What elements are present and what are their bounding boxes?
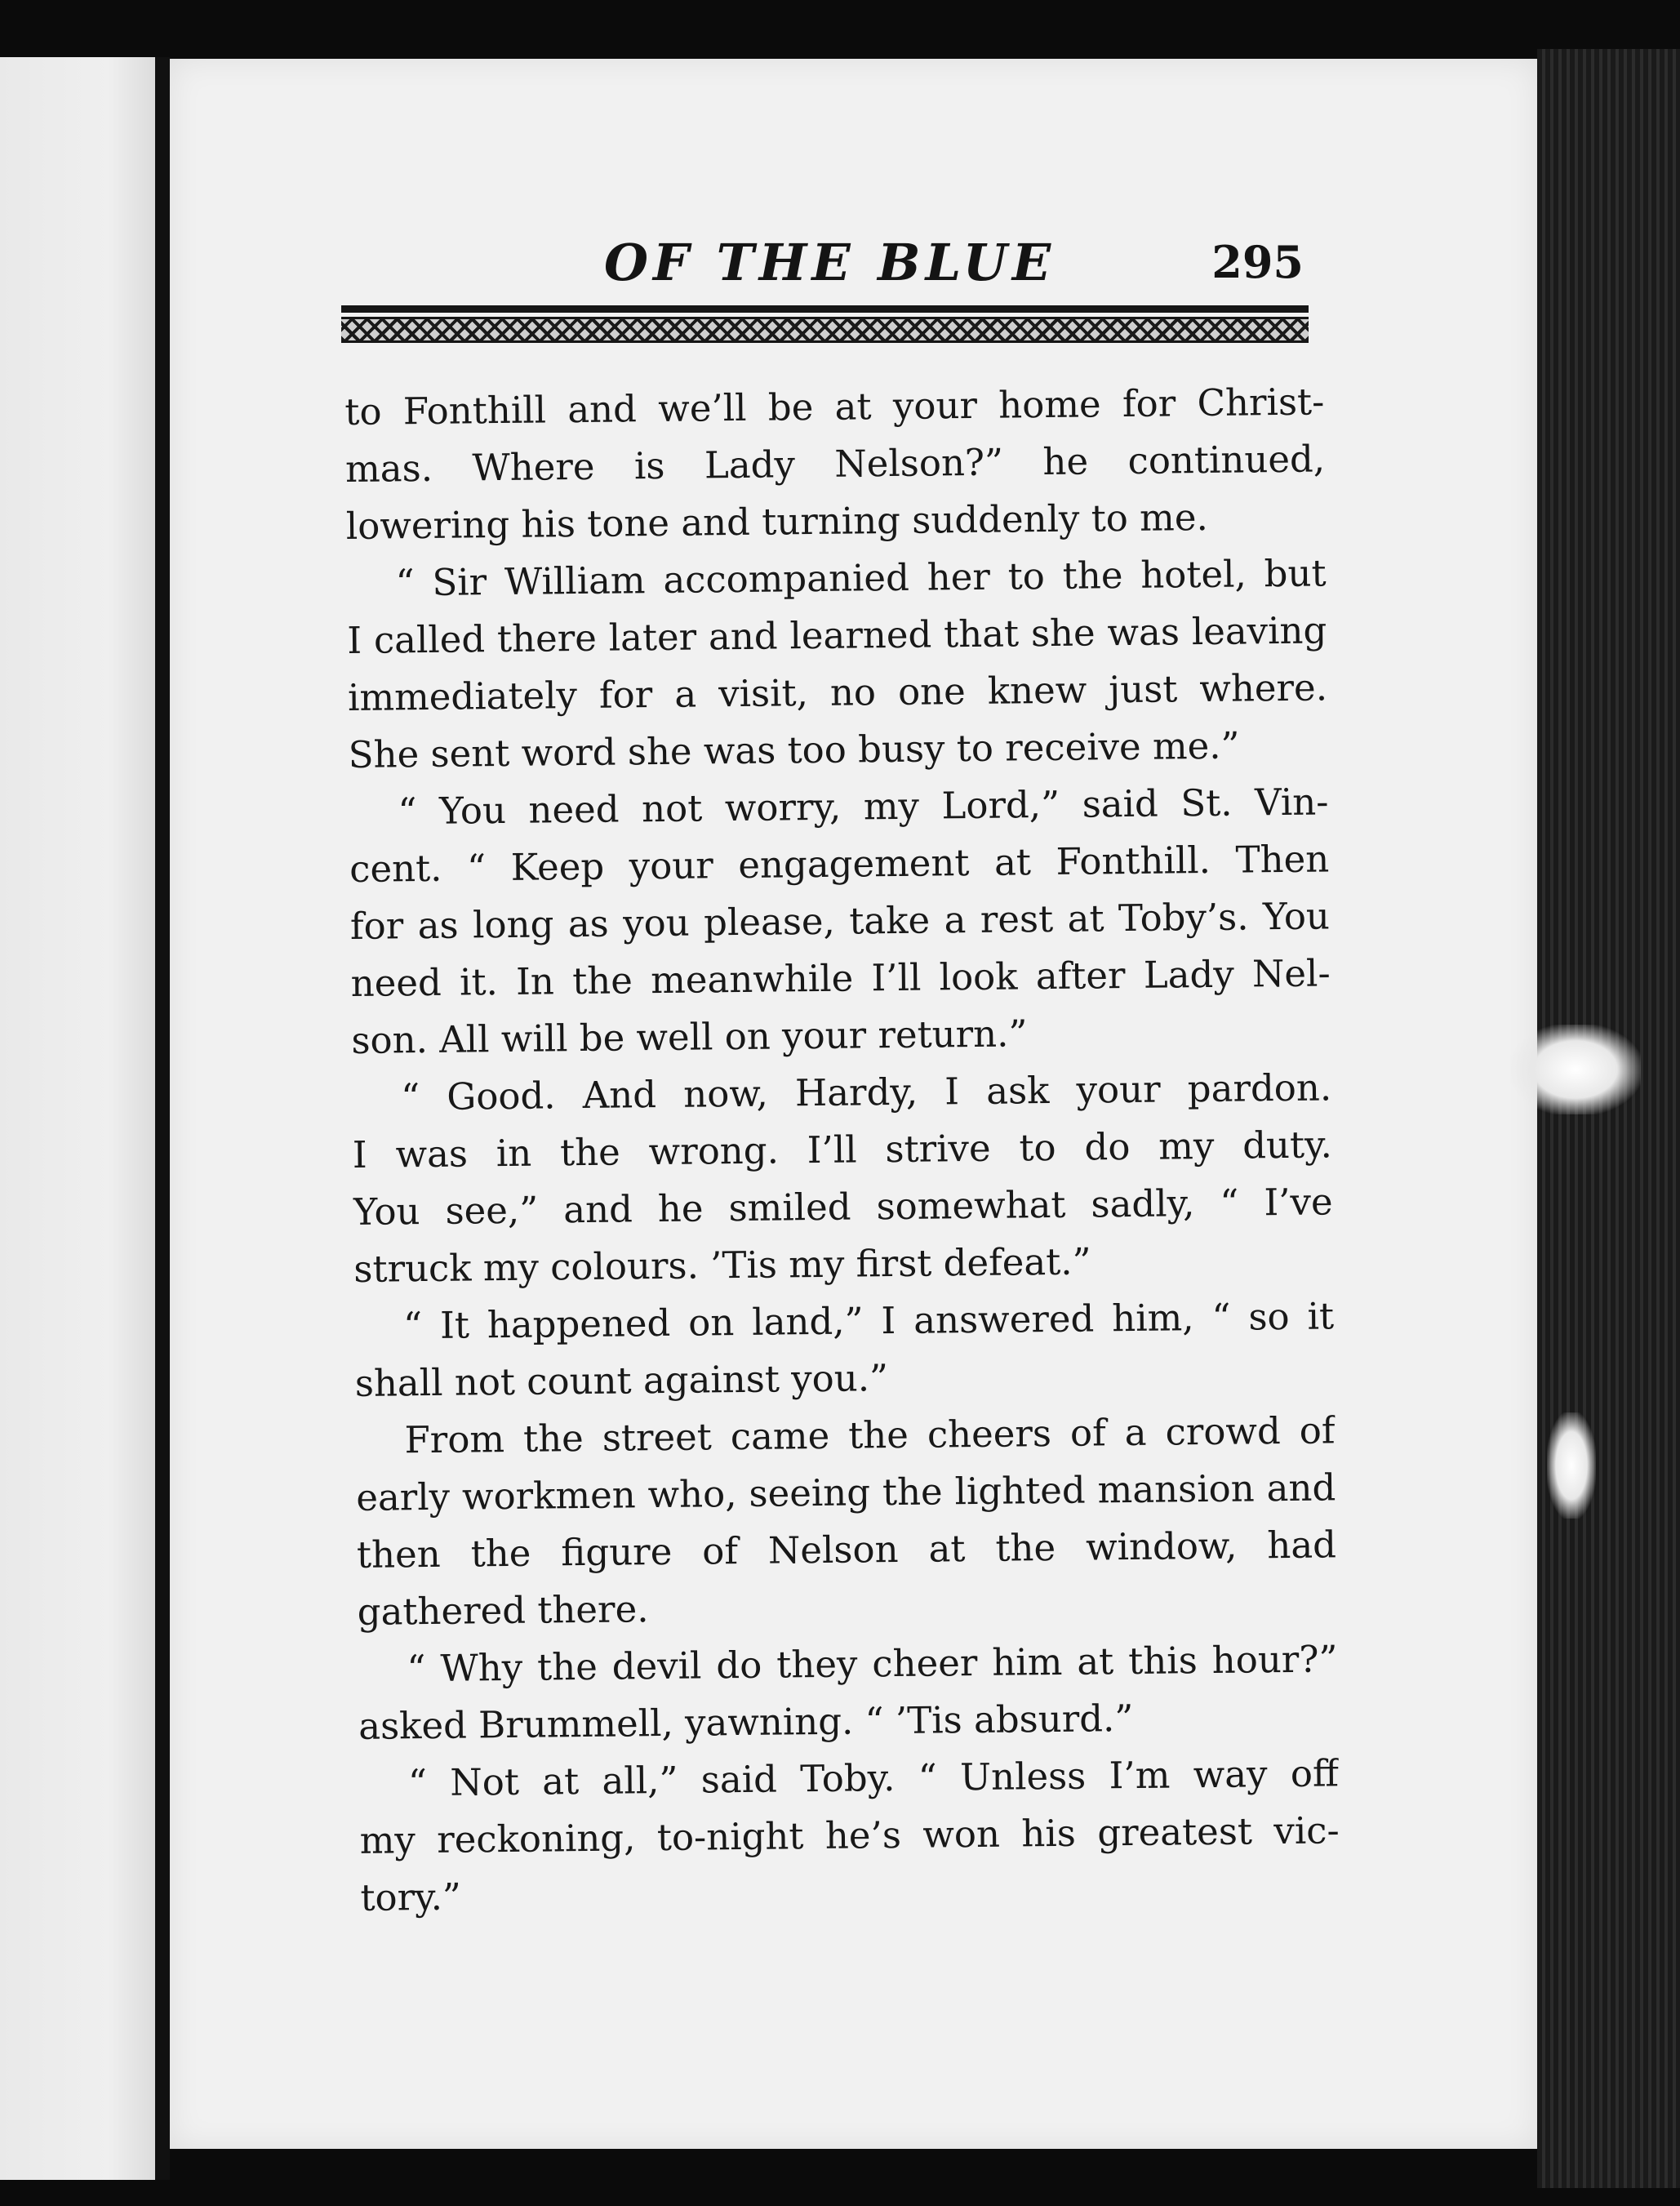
text-line: lowering his tone and turning suddenly to me. [345,495,1209,548]
text-line: “ It happened on land,” I answered him, “ so it [402,1294,1335,1348]
text-line: gathered there. [357,1587,649,1634]
running-title: OF THE BLUE [604,233,1056,292]
text-line: “ Sir William accompanied her to the hotel, but [395,551,1327,605]
text-line: “ You need not worry, my Lord,” said St. Vin- [398,780,1329,834]
light-smudge [1510,1025,1641,1114]
text-line: my reckoning, to-night he’s won his greatest vic- [359,1808,1340,1862]
text-line: son. All will be well on your return.” [351,1012,1028,1062]
text-line: I was in the wrong. I’ll strive to do my duty. [352,1123,1333,1176]
text-line: for as long as you please, take a rest at Toby’s. You [349,894,1331,948]
body-text [344,373,1340,1926]
ornamental-border [341,317,1309,343]
text-line: “ Good. And now, Hardy, I ask your pardon. [400,1065,1332,1119]
text-line: to Fonthill and we’ll be at your home for Christ- [344,380,1325,434]
text-line: I called there later and learned that she was leaving [347,608,1327,662]
text-line: “ Why the devil do they cheer him at this hour?” [407,1637,1338,1691]
book-binding-edge [1537,49,1680,2188]
text-line: tory.” [360,1875,462,1919]
text-line: need it. In the meanwhile I’ll look after Lady Nel- [350,951,1331,1005]
text-line: “ Not at all,” said Toby. “ Unless I’m way off [407,1751,1340,1805]
text-line: She sent word she was too busy to receive me.” [348,723,1240,776]
text-line: asked Brummell, yawning. “ ’Tis absurd.” [358,1696,1134,1748]
text-line: struck my colours. ’Tis my first defeat.” [353,1239,1091,1291]
text-line: shall not count against you.” [354,1356,889,1405]
text-line: You see,” and he smiled somewhat sadly, “ I’ve [353,1180,1333,1234]
light-smudge [1547,1412,1596,1519]
page-number: 295 [1211,236,1304,288]
header-rule [341,305,1309,313]
page-gutter [155,57,170,2180]
running-header [343,233,1310,298]
text-line: immediately for a visit, no one knew just where. [347,665,1328,719]
text-line: early workmen who, seeing the lighted mansion and [356,1465,1336,1519]
text-line: From the street came the cheers of a crowd of [404,1408,1336,1462]
text-line: then the figure of Nelson at the window, had [356,1523,1337,1577]
facing-page-edge [0,57,155,2180]
text-line: cent. “ Keep your engagement at Fonthill. Then [349,837,1330,891]
text-line: mas. Where is Lady Nelson?” he continued, [344,437,1326,491]
